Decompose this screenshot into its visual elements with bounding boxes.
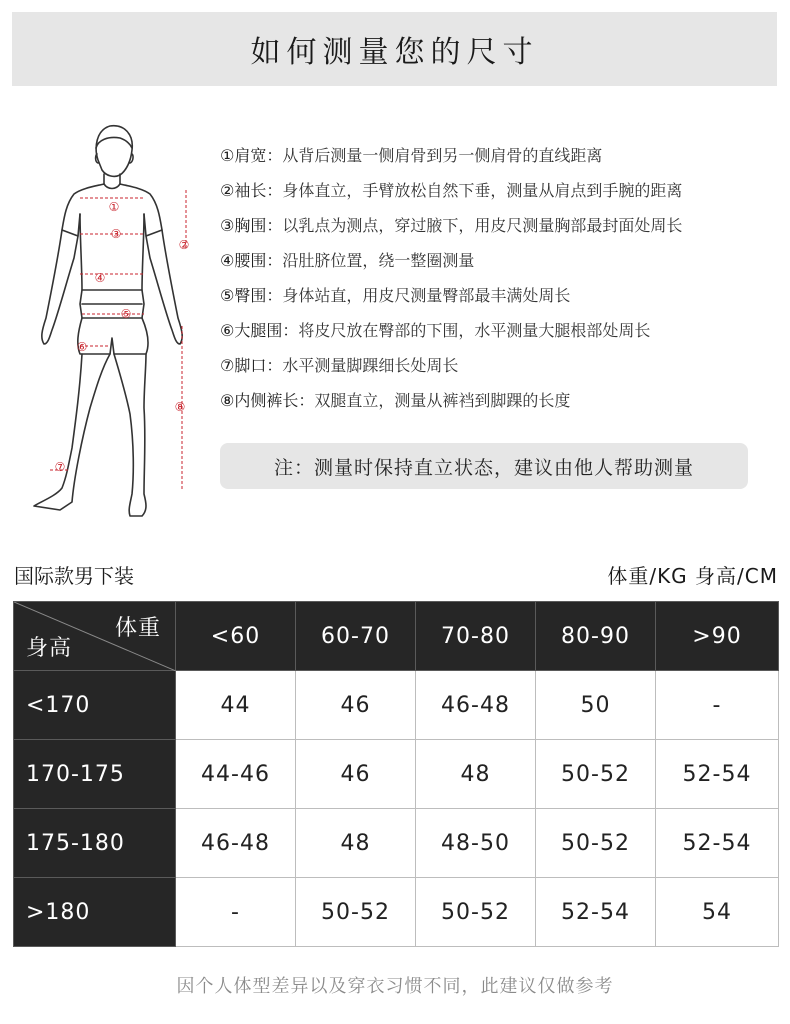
size-cell: - (176, 878, 296, 947)
footer-disclaimer: 因个人体型差异以及穿衣习惯不同，此建议仅做参考 (176, 976, 614, 997)
instruction-text: 水平测量脚踝细长处周长 (282, 356, 459, 375)
marker-7: ⑦ (54, 460, 66, 474)
weight-column-header: 70-80 (416, 602, 536, 671)
instruction-text: 身体直立，手臂放松自然下垂，测量从肩点到手腕的距离 (282, 181, 683, 200)
weight-column-header: 80-90 (536, 602, 656, 671)
marker-8: ⑧ (174, 400, 186, 414)
table-unit-label: 体重/KG 身高/CM (607, 564, 778, 588)
height-row-header: 170-175 (14, 740, 176, 809)
instruction-thigh (220, 316, 780, 351)
instruction-text: 身体站直，用皮尺测量臀部最丰满处周长 (282, 286, 571, 305)
weight-column-header: >90 (656, 602, 779, 671)
instruction-chest (220, 211, 780, 246)
man-outline-illustration (10, 118, 210, 528)
instruction-leg-opening (220, 351, 780, 386)
size-cell: 50 (536, 671, 656, 740)
body-measurement-figure (10, 118, 210, 528)
instruction-label: ②袖长： (220, 181, 283, 200)
instruction-label: ③胸围： (220, 216, 283, 235)
size-cell: 44-46 (176, 740, 296, 809)
size-cell: 46 (296, 740, 416, 809)
size-cell: 44 (176, 671, 296, 740)
instruction-text: 将皮尺放在臀部的下围，水平测量大腿根部处周长 (298, 321, 651, 340)
marker-3: ③ (110, 227, 122, 241)
marker-1: ① (108, 200, 120, 214)
size-cell: 50-52 (536, 740, 656, 809)
marker-5: ⑤ (120, 307, 132, 321)
size-cell: 48 (296, 809, 416, 878)
instruction-label: ⑥大腿围： (220, 321, 299, 340)
size-cell: 46-48 (176, 809, 296, 878)
size-cell: 52-54 (536, 878, 656, 947)
instruction-label: ⑤臀围： (220, 286, 283, 305)
instruction-label: ⑧内侧裤长： (220, 391, 315, 410)
height-row-header: >180 (14, 878, 176, 947)
marker-6: ⑥ (76, 340, 88, 354)
weight-axis-label: 体重 (114, 616, 161, 641)
size-cell: 48 (416, 740, 536, 809)
marker-2: ② (178, 238, 190, 252)
size-cell: 46 (296, 671, 416, 740)
page-title: 如何测量您的尺寸 (250, 35, 539, 70)
measurement-instructions (220, 141, 780, 421)
table-row (14, 878, 779, 947)
instruction-waist (220, 246, 780, 281)
size-cell: - (656, 671, 779, 740)
size-cell: 48-50 (416, 809, 536, 878)
size-cell: 46-48 (416, 671, 536, 740)
instruction-text: 沿肚脐位置，绕一整圈测量 (282, 251, 475, 270)
height-row-header: <170 (14, 671, 176, 740)
table-row (14, 809, 779, 878)
height-row-header: 175-180 (14, 809, 176, 878)
instruction-label: ⑦脚口： (220, 356, 283, 375)
weight-column-header: 60-70 (296, 602, 416, 671)
weight-column-header: <60 (176, 602, 296, 671)
instruction-text: 从背后测量一侧肩骨到另一侧肩骨的直线距离 (282, 146, 603, 165)
table-header-row (14, 602, 779, 671)
size-cell: 54 (656, 878, 779, 947)
size-cell: 52-54 (656, 809, 779, 878)
title-bar (12, 12, 777, 86)
size-cell: 52-54 (656, 740, 779, 809)
size-cell: 50-52 (416, 878, 536, 947)
instruction-hip (220, 281, 780, 316)
table-section-label: 国际款男下装 (14, 564, 134, 588)
table-corner-cell (14, 602, 176, 671)
table-row (14, 740, 779, 809)
instruction-text: 以乳点为测点，穿过腋下，用皮尺测量胸部最封面处周长 (282, 216, 683, 235)
instruction-label: ①肩宽： (220, 146, 283, 165)
size-cell: 50-52 (296, 878, 416, 947)
marker-4: ④ (94, 271, 106, 285)
instruction-shoulder (220, 141, 780, 176)
measurement-note: 注：测量时保持直立状态，建议由他人帮助测量 (220, 443, 748, 489)
size-cell: 50-52 (536, 809, 656, 878)
size-chart-table (13, 601, 779, 947)
table-row (14, 671, 779, 740)
instruction-text: 双腿直立，测量从裤裆到脚踝的长度 (314, 391, 571, 410)
height-axis-label: 身高 (26, 636, 73, 661)
instruction-sleeve (220, 176, 780, 211)
instruction-inseam (220, 386, 780, 421)
instruction-label: ④腰围： (220, 251, 283, 270)
